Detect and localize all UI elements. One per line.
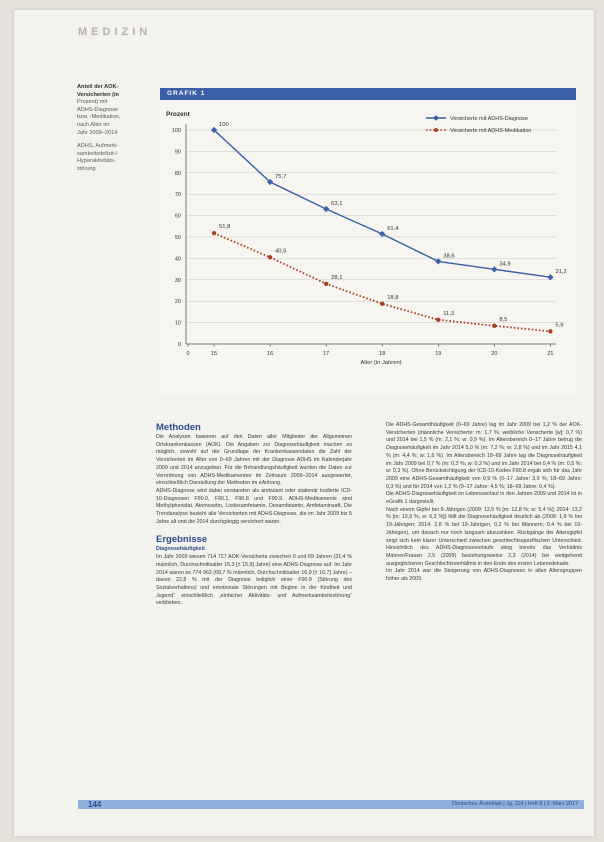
figure-caption [77,84,155,174]
data-label: 18,8 [387,294,399,301]
data-label: 51,8 [219,224,231,231]
caption-line-6: nach Alter im [77,121,110,128]
y-tick-label: 60 [174,213,181,220]
x-tick-label: 17 [323,351,330,357]
data-point [323,206,329,212]
y-tick-label: 0 [177,342,181,348]
y-tick-label: 20 [174,299,181,306]
x-tick-label: 15 [210,351,218,357]
caption-title-line-2: Versicherten (in [77,91,119,98]
caption-line-7: Jahr 2009–2014 [77,129,118,136]
caption-note-line-2: samkeitsdefizit-/ [77,150,118,157]
data-point [547,274,553,280]
caption-title-line-1: Anteil der AOK- [77,84,119,90]
data-label: 5,9 [555,322,564,329]
x-tick-label: 20 [491,351,498,357]
data-label: 100 [219,122,229,128]
caption-line-4: ADHS-Diagnose [77,106,119,113]
methods-heading: Methoden [156,422,201,433]
right-paragraph-2: Die ADHS-Diagnosehäufigkeit im Lebensverlauf in den Jahren 2009 und 2014 ist in eGrafik 1 dargestellt. [386,491,582,506]
section-label: MEDIZIN [78,26,152,38]
figure-label: GRAFIK 1 [160,88,576,100]
data-point [379,231,385,237]
y-tick-label: 30 [174,277,181,284]
legend-marker [433,115,439,121]
y-tick-label: 90 [174,149,181,156]
legend-entry: Versicherte mit ADHS-Medikation [450,128,532,134]
methods-paragraph-2: ADHS-Diagnose wird dabei verstanden als ambulant oder stationär kodierte ICD-10-Diagnosen F90.0, F90.1, F90.8 und F90.9. ADHS-Medikamente sind Methylphenidat, Atomoxetin, Lisdexamfetamin, Dexamfetamin, Amfetaminsaft. Die Trendanalyse bezieht alle Versicherten mit ADHS-Diagnose, die im Jahr 2009 bis 5 Jahre alt und die 2014 durchgängig versichert waren. [156,487,352,525]
figure [160,88,576,396]
data-label: 28,1 [331,274,343,281]
data-label: 40,5 [275,248,287,255]
data-label: 34,9 [499,261,511,268]
data-point [212,231,216,235]
journal-citation: Deutsches Ärzteblatt | Jg. 114 | Heft 9 | 3. März 2017 [452,801,579,807]
y-tick-label: 70 [174,192,181,199]
caption-note-line-1: ADHS, Aufmerk- [77,143,119,150]
caption-line-3: Prozent) mit [77,99,108,106]
y-tick-label: 40 [174,256,181,263]
data-label: 11,3 [443,310,455,317]
body-column-right [386,422,582,584]
legend-entry: Versicherte mit ADHS-Diagnose [450,116,528,122]
right-paragraph-1: Die ADHS-Gesamthäufigkeit (0–69 Jahre) lag im Jahr 2009 bei 1,2 % der AOK-Versicherten (männliche Versicherte: m: 1,7 %; weibliche Versicherte [w]: 0,7 %) und 2014 bei 1,5 % (m: 2,1 %; w: 0,9 %). Im Altersbereich 0–17 Jahre betrug die Diagnosehäufigkeit im Jahr 2014 5,0 % (m: 7,2 %; w: 2,8 %) und im Jahr 2015 4,1 % (m: 4,4 %; w: 1,6 %). Im Altersbereich 18–69 Jahre lag die Diagnosehäufigkeit im Jahr 2009 bei 0,7 % (m: 0,3 %; w: 0,2 %) und im Jahr 2014 bei 0,4 % (m: 0,5 %; w: 0,3 %). Ohne Berücksichtigung der ICD-10-Kodes F90.8 ergab sich für das Jahr 2009 eine ADHS-Gesamthäufigkeit von 0,9 % (0–17 Jahre: 3,9 %; 18–69 Jahre: 0,3 %) und für 2014 von 1,2 % (0–17 Jahre: 4,5 %; 18–69 Jahre: 0,4 %). [386,422,582,490]
y-axis-label: Prozent [166,111,190,118]
x-axis-label: Alter (in Jahren) [360,360,402,366]
data-label: 51,4 [387,226,399,233]
line-chart [160,100,576,396]
results-heading: Ergebnisse [156,534,208,546]
results-paragraph: Im Jahr 2009 wiesen 714 727 AOK-Versicherte zwischen 0 und 69 Jahren (31,4 % männlich, Durchschnittsalter 15,3 [± 15,9] Jahre) eine ADHS-Diagnose auf. Im Jahr 2014 waren es 774 963 (68,7 % männlich, Durchschnittsalter 16,9 [± 16,7] Jahre) – davon 22,8 % mit der Diagnose lediglich einer F90.8 (Störung des Sozialverhaltens) und emotionale Störungen mit Beginn in der Kindheit und Jugend“ einschließlich „einfacher Aktivitäts- und Aufmerksamkeitsstörung“ verblieben. [156,554,352,607]
y-tick-label: 80 [174,170,181,177]
page [14,10,594,836]
x-tick-label: 0 [186,351,190,357]
y-tick-label: 50 [174,235,181,241]
data-label: 31,2 [555,269,567,276]
body-column-left [156,422,352,608]
x-tick-label: 18 [379,351,386,357]
data-point [324,282,328,286]
caption-note-line-4: störung [77,165,96,172]
data-point [268,255,272,259]
x-tick-label: 16 [267,351,274,357]
caption-line-5: bzw. -Medikation, [77,114,121,121]
right-paragraph-4: Im Jahr 2014 war die Steigerung von ADHS-Diagnosen in allen Altersgruppen höher als 2009. [386,568,582,583]
data-point [380,302,384,306]
data-point [435,258,441,264]
results-subheading: Diagnosehäufigkeit [156,546,205,553]
page-number: 144 [88,800,102,809]
y-tick-label: 100 [171,128,181,134]
data-point [436,318,440,322]
data-label: 8,5 [499,316,508,323]
data-point [548,329,552,333]
legend-marker [434,128,438,132]
caption-note [77,143,155,173]
data-label: 63,1 [331,200,343,207]
methods-paragraph-1: Die Analysen basieren auf den Daten aller Mitglieder der Allgemeinen Ortskrankenkassen (AOK). Die Angaben zur Diagnosehäufigkeit machen es möglich, sowohl auf der Grundlage der Krankenkassendaten die Zahl der Versicherten im Alter von 0–69 Jahren mit der Diagnose ADHS im Kalenderjahr 2009 und 2014 anzugeben. Für die Behandlungshäufigkeit wurden die Daten zur Verordnung von ADHS-Medikamenten im Zeitraum 2009–2014 ausgewertet, einschließlich Darstellung der Methoden im eAnhang. [156,434,352,487]
x-tick-label: 21 [547,351,554,357]
data-point [492,324,496,328]
data-point [491,266,497,272]
data-label: 75,7 [275,174,287,181]
caption-note-line-3: Hyperaktivitäts- [77,158,116,165]
right-paragraph-3: Nach einem Gipfel bei 9-Jährigen (2009: 12,5 % [m: 12,8 %; w: 5,4 %]; 2014: 13,2 % [m: 13,9 %; w: 6,3 %]) fällt die Diagnosehäufigkeit deutlich ab (2009: 1,9 % bei 19-Jährigen; 2014: 2,8 % bei 19-Jährigen; 0,2 % bei Männern; 0,4 % bei 19-Jährigen), um danach nur noch langsam abzusinken. Rückgänge der Altersgipfel zeigt sich kein klarer Unterschied zwischen geschlechtsspezifischen Unterschied. Hinsichtlich des ADHS-Diagnoseverlaufs stieg bereits das Verhältnis Männer/Frauen 2,5 (2009) beziehungsweise 2,3 (2014) bei weitgehend ausgeglichenen Geschlechtsverhältnis in den Ende des ersten Lebensdekade. [386,506,582,567]
y-tick-label: 10 [174,320,181,327]
x-tick-label: 19 [435,351,442,357]
data-label: 38,6 [443,253,455,260]
